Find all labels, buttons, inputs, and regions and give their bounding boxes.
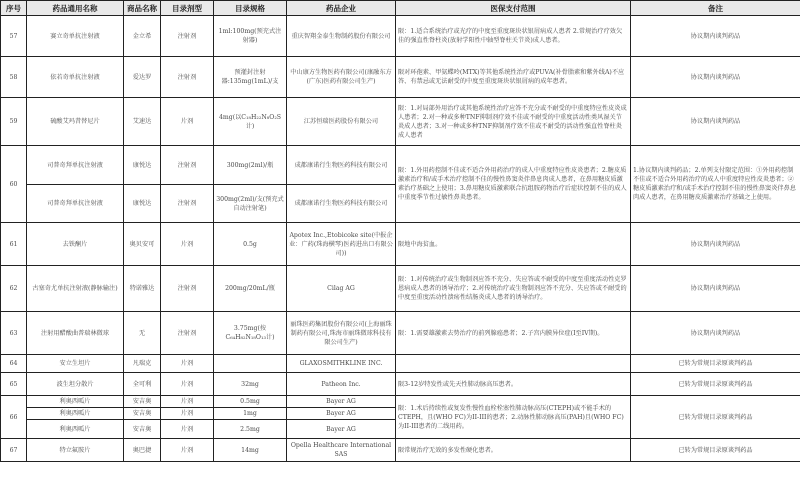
row-brand-name: 康悦达 xyxy=(124,185,161,223)
row-payment-scope: 限：1.需要雄激素去势治疗的前列腺癌患者；2.子宫内膜异位症(I至IV期)。 xyxy=(396,312,631,355)
row-payment-scope: 限常规治疗无效的多发性硬化患者。 xyxy=(396,439,631,462)
row-spec: 3.75mg(按C₆₄H₈₂N₁₈O₁₃计) xyxy=(214,312,287,355)
row-spec xyxy=(214,355,287,373)
row-company: 丽珠医药集团股份有限公司(上海丽珠制药有限公司,珠海市丽珠微球科技有限公司生产) xyxy=(287,312,396,355)
row-payment-scope: 限地中海贫血。 xyxy=(396,223,631,266)
row-brand-name: 安吉奥 xyxy=(124,396,161,408)
row-brand-name: 安吉奥 xyxy=(124,420,161,439)
row-no: 60 xyxy=(1,146,27,223)
row-dosage-form: 注射剂 xyxy=(161,266,214,312)
row-no: 63 xyxy=(1,312,27,355)
row-no: 67 xyxy=(1,439,27,462)
row-company: 成都康诺行生物医药科技有限公司 xyxy=(287,146,396,185)
row-no: 64 xyxy=(1,355,27,373)
table-row xyxy=(1,396,800,408)
row-generic-name: 利奥西呱片 xyxy=(27,408,124,420)
table-row xyxy=(1,57,800,98)
row-generic-name: 硫酸艾玛昔替尼片 xyxy=(27,98,124,146)
row-spec: 4mg(以C₁₈H₂₂N₈O₂S计) xyxy=(214,98,287,146)
row-dosage-form: 注射剂 xyxy=(161,312,214,355)
table-row xyxy=(1,98,800,146)
row-brand-name: 艾速达 xyxy=(124,98,161,146)
table-row xyxy=(1,223,800,266)
row-company: Opella Healthcare International SAS xyxy=(287,439,396,462)
row-brand-name: 无 xyxy=(124,312,161,355)
row-spec: 0.5g xyxy=(214,223,287,266)
table-row xyxy=(1,312,800,355)
row-payment-scope: 限：1.对传统治疗或生物制剂应答不充分、失应答或不耐受的中度至重度活动性克罗恩病成人患者的诱导治疗；2.对传统治疗或生物制剂应答不充分、失应答或不耐受的中度至重度活动性溃疡性结肠炎成人患者的诱导治疗。 xyxy=(396,266,631,312)
row-note: 已转为常规目录原谈判药品 xyxy=(631,355,800,373)
row-payment-scope: 限：1.术后持续性或复发性慢性血栓栓塞性肺动脉高压(CTEPH)或不能手术的CTEPH，且(WHO FC)为II-III的患者；2.动脉性肺动脉高压(PAH)且(WHO FC)为II-III患者的二线用药。 xyxy=(396,396,631,439)
row-dosage-form: 片剂 xyxy=(161,439,214,462)
col-header-generic-name: 药品通用名称 xyxy=(27,1,124,16)
row-generic-name: 利奥西呱片 xyxy=(27,420,124,439)
row-company: Bayer AG xyxy=(287,420,396,439)
row-dosage-form: 注射剂 xyxy=(161,185,214,223)
col-header-company: 药品企业 xyxy=(287,1,396,16)
row-generic-name: 去铁酮片 xyxy=(27,223,124,266)
row-spec: 1ml:100mg(预充式注射器) xyxy=(214,16,287,57)
row-note: 协议期内谈判药品 xyxy=(631,266,800,312)
row-note: 已转为常规目录原谈判药品 xyxy=(631,396,800,439)
row-brand-name: 金立希 xyxy=(124,16,161,57)
row-payment-scope xyxy=(396,355,631,373)
col-header-note: 备注 xyxy=(631,1,800,16)
row-company: Cilag AG xyxy=(287,266,396,312)
table-row xyxy=(1,439,800,462)
row-note: 已转为常规目录原谈判药品 xyxy=(631,439,800,462)
row-company: 江苏恒瑞医药股份有限公司 xyxy=(287,98,396,146)
row-spec: 200mg/20mL/瓶 xyxy=(214,266,287,312)
row-no: 66 xyxy=(1,396,27,439)
row-generic-name: 利奥西呱片 xyxy=(27,396,124,408)
row-no: 62 xyxy=(1,266,27,312)
row-company: 中山康方生物医药有限公司(康融东方(广东)医药有限公司生产) xyxy=(287,57,396,98)
row-brand-name: 康悦达 xyxy=(124,146,161,185)
row-note: 协议期内谈判药品 xyxy=(631,223,800,266)
row-generic-name: 古塞奇尤单抗注射液(静脉输注) xyxy=(27,266,124,312)
row-payment-scope: 限对环孢素、甲氨蝶呤(MTX)等其他系统性治疗或PUVA(补骨脂素和紫外线A)不应答、有禁忌或无法耐受的中度至重度斑块状银屑病的成年患者。 xyxy=(396,57,631,98)
row-brand-name: 全可利 xyxy=(124,373,161,396)
col-header-payment-scope: 医保支付范围 xyxy=(396,1,631,16)
row-payment-scope: 限3-12岁特发性或先天性肺动脉高压患者。 xyxy=(396,373,631,396)
row-note: 协议期内谈判药品 xyxy=(631,98,800,146)
row-company: 重庆智翔金泰生物制药股份有限公司 xyxy=(287,16,396,57)
row-dosage-form: 片剂 xyxy=(161,98,214,146)
row-dosage-form: 片剂 xyxy=(161,420,214,439)
row-generic-name: 特立氟胺片 xyxy=(27,439,124,462)
table-row xyxy=(1,355,800,373)
row-dosage-form: 片剂 xyxy=(161,223,214,266)
row-generic-name: 安立生坦片 xyxy=(27,355,124,373)
row-dosage-form: 片剂 xyxy=(161,396,214,408)
row-generic-name: 波生坦分散片 xyxy=(27,373,124,396)
table-row xyxy=(1,266,800,312)
row-company: Apotex Inc.,Etobicoke site(中报企业：广药(珠海横琴)医药进出口有限公司)) xyxy=(287,223,396,266)
row-company: Patheon Inc. xyxy=(287,373,396,396)
col-header-brand-name: 商品名称 xyxy=(124,1,161,16)
table-row xyxy=(1,146,800,185)
row-dosage-form: 片剂 xyxy=(161,408,214,420)
row-spec: 300mg(2ml)/瓶 xyxy=(214,146,287,185)
row-generic-name: 注射用醋酸曲普瑞林微球 xyxy=(27,312,124,355)
table-row xyxy=(1,373,800,396)
row-no: 65 xyxy=(1,373,27,396)
row-brand-name: 特诺雅达 xyxy=(124,266,161,312)
row-note: 1.协议期内谈判药品；2.单列支付限定范围：①外用药控制不佳或不适合外用药治疗的成人中重度特应性皮炎患者；②糖皮质激素治疗和/或手术治疗控制不佳的慢性鼻窦炎伴鼻息肉成人患者，在鼻用糖皮质激素治疗基础之上使用。 xyxy=(631,146,800,223)
row-no: 58 xyxy=(1,57,27,98)
table-row xyxy=(1,16,800,57)
row-brand-name: 安吉奥 xyxy=(124,408,161,420)
row-payment-scope: 限：1.适合系统治疗或光疗的中度至重度斑块状银屑病成人患者 2.常规治疗疗效欠佳的强直性脊柱炎(放射学阳性中轴型脊柱关节炎)成人患者。 xyxy=(396,16,631,57)
row-spec: 300mg(2ml)/支(预充式自动注射笔) xyxy=(214,185,287,223)
row-brand-name: 奥巴捷 xyxy=(124,439,161,462)
col-header-spec: 目录规格 xyxy=(214,1,287,16)
row-generic-name: 赛立奇单抗注射液 xyxy=(27,16,124,57)
row-dosage-form: 片剂 xyxy=(161,373,214,396)
row-no: 59 xyxy=(1,98,27,146)
row-payment-scope: 限：1.对局部外用治疗或其他系统性治疗应答不充分或不耐受的中重度特应性皮炎成人患者；2.对一种或多种TNF抑制剂疗效不佳或不耐受的中重度活动性类风湿关节炎成人患者；3.对一种或多种TNF抑制剂疗效不佳或不耐受的活动性强直性脊柱炎成人患者 xyxy=(396,98,631,146)
row-company: GLAXOSMITHKLINE INC. xyxy=(287,355,396,373)
row-spec: 14mg xyxy=(214,439,287,462)
row-spec: 2.5mg xyxy=(214,420,287,439)
row-note: 协议期内谈判药品 xyxy=(631,16,800,57)
row-dosage-form: 注射剂 xyxy=(161,57,214,98)
row-note: 已转为常规目录原谈判药品 xyxy=(631,373,800,396)
row-spec: 预灌封注射器:135mg(1mL)/支 xyxy=(214,57,287,98)
row-generic-name: 司普奇拜单抗注射液 xyxy=(27,146,124,185)
row-note: 协议期内谈判药品 xyxy=(631,57,800,98)
row-brand-name: 奥贝安可 xyxy=(124,223,161,266)
row-no: 57 xyxy=(1,16,27,57)
row-spec: 1mg xyxy=(214,408,287,420)
col-header-dosage-form: 目录剂型 xyxy=(161,1,214,16)
row-no: 61 xyxy=(1,223,27,266)
row-company: Bayer AG xyxy=(287,408,396,420)
row-spec: 32mg xyxy=(214,373,287,396)
row-note: 协议期内谈判药品 xyxy=(631,312,800,355)
row-dosage-form: 注射剂 xyxy=(161,16,214,57)
col-header-no: 序号 xyxy=(1,1,27,16)
header-row xyxy=(1,1,800,16)
row-dosage-form: 片剂 xyxy=(161,355,214,373)
row-brand-name: 爱达罗 xyxy=(124,57,161,98)
row-generic-name: 依若奇单抗注射液 xyxy=(27,57,124,98)
row-company: Bayer AG xyxy=(287,396,396,408)
row-brand-name: 凡瑞克 xyxy=(124,355,161,373)
row-payment-scope: 限：1.外用药控制不佳或不适合外用药治疗的成人中重度特应性皮炎患者；2.糖皮质激素治疗和/或手术治疗控制不佳的慢性鼻窦炎伴鼻息肉成人患者，在鼻用糖皮质激素治疗基础之上使用；3.鼻用糖皮质激素联合抗组胺药物治疗后症状控制不佳的成人中重度季节性过敏性鼻炎患者。 xyxy=(396,146,631,223)
row-generic-name: 司普奇拜单抗注射液 xyxy=(27,185,124,223)
row-company: 成都康诺行生物医药科技有限公司 xyxy=(287,185,396,223)
row-spec: 0.5mg xyxy=(214,396,287,408)
row-dosage-form: 注射剂 xyxy=(161,146,214,185)
